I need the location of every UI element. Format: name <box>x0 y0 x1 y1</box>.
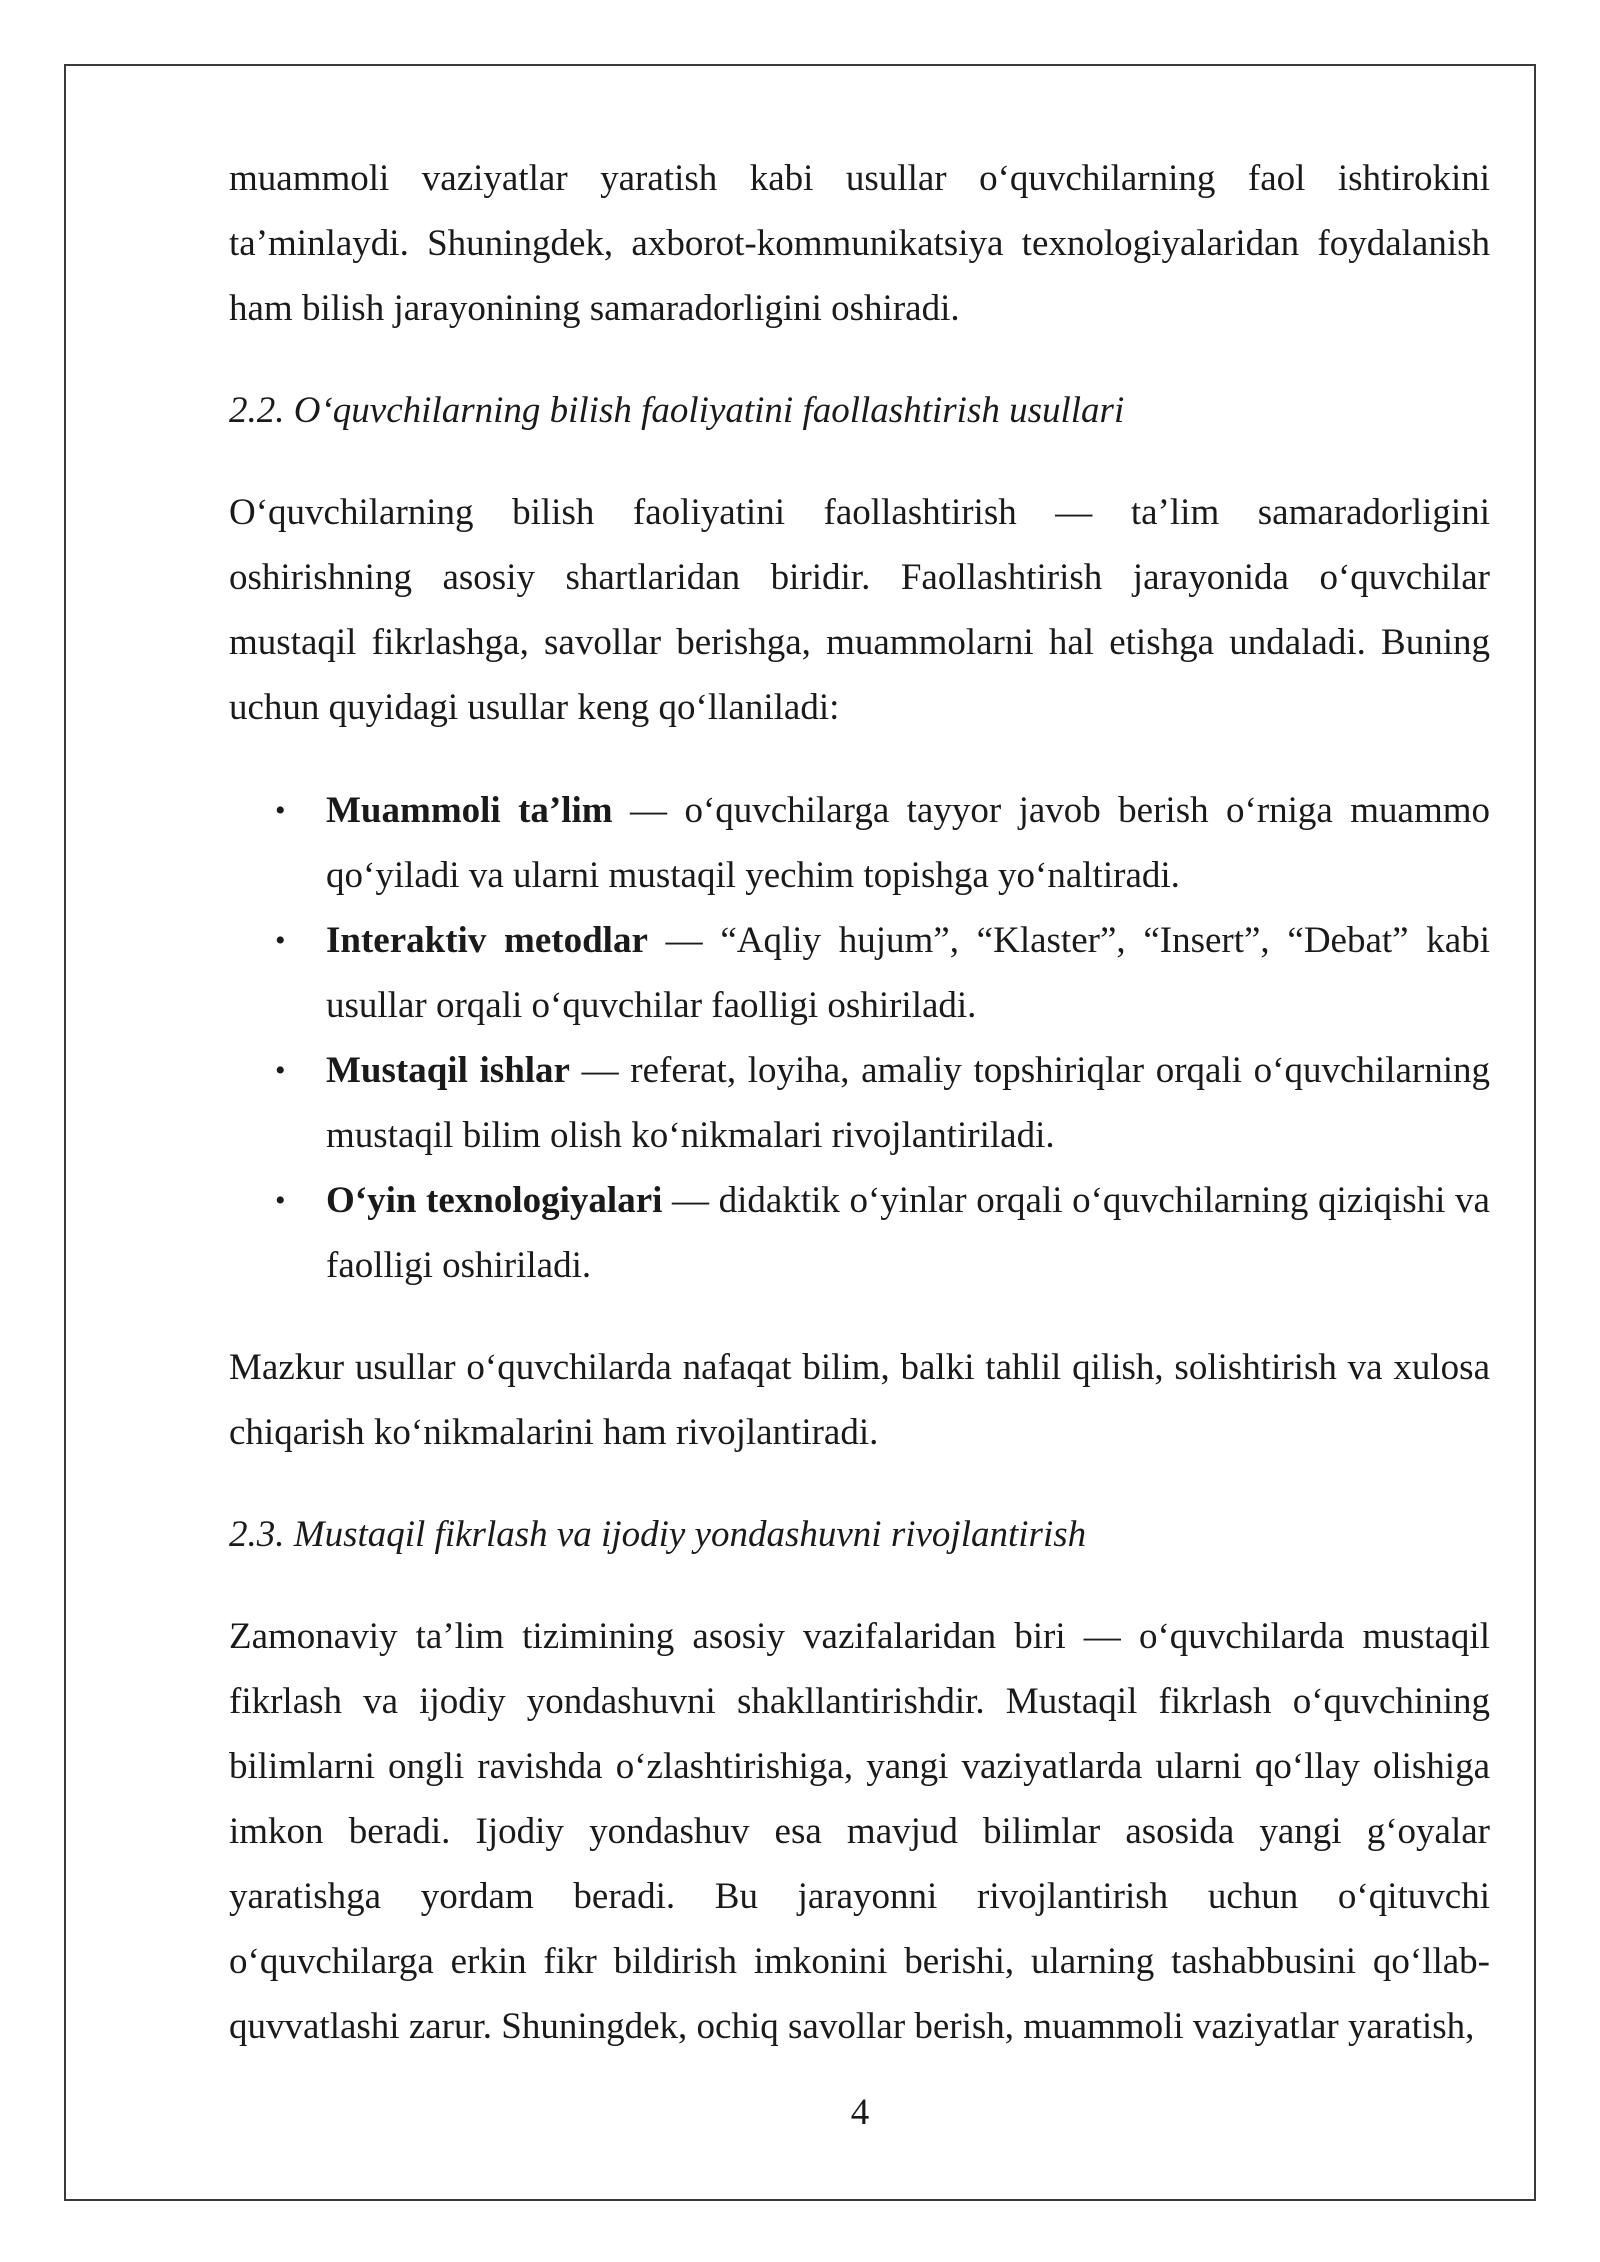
bullet-icon: • <box>275 1054 286 1087</box>
section-heading-2-2: 2.2. O‘quvchilarning bilish faoliyatini faollashtirish usullari <box>229 390 1125 431</box>
method-description: — didaktik o‘yinlar orqali o‘quvchilarning qiziqishi va faolligi oshiriladi. <box>326 1180 1490 1286</box>
paragraph-intro: muammoli vaziyatlar yaratish kabi usullar o‘quvchilarning faol ishtirokini ta’minlaydi. Shuningdek, axborot-kommunikatsiya texnologiyalaridan foydalanish ham bilish jarayonining samaradorligini oshiradi. <box>229 158 1490 329</box>
bullet-icon: • <box>275 794 286 827</box>
section-heading-2-3: 2.3. Mustaqil fikrlash va ijodiy yondashuvni rivojlantirish <box>229 1514 1087 1555</box>
paragraph-summary: Mazkur usullar o‘quvchilarda nafaqat bilim, balki tahlil qilish, solishtirish va xulosa chiqarish ko‘nikmalarini ham rivojlantiradi. <box>229 1347 1490 1453</box>
paragraph-independent-thinking: Zamonaviy ta’lim tizimining asosiy vazifalaridan biri — o‘quvchilarda mustaqil fikrlash va ijodiy yondashuvni shakllantirishdir. Mustaqil fikrlash o‘quvchining bilimlarni ongli ravishda o‘zlashtirishiga, yangi vaziyatlarda ularni qo‘llay olishiga imkon beradi. Ijodiy yondashuv esa mavjud bilimlar asosida yangi g‘oyalar yaratishga yordam beradi. Bu jarayonni rivojlantirish uchun o‘qituvchi o‘quvchilarga erkin fikr bildirish imkonini berishi, ularning tashabbusini qo‘llab-quvvatlashi zarur. Shuningdek, ochiq savollar berish, muammoli vaziyatlar yaratish, <box>229 1616 1490 2047</box>
bullet-icon: • <box>275 1184 286 1217</box>
page-body <box>229 146 1490 2059</box>
page-number: 4 <box>850 2092 870 2133</box>
method-description: — referat, loyiha, amaliy topshiriqlar orqali o‘quvchilarning mustaqil bilim olish ko‘nikmalari rivojlantiriladi. <box>326 1050 1490 1156</box>
bullet-icon: • <box>275 924 286 957</box>
method-term: Muammoli ta’lim <box>326 790 613 831</box>
list-item <box>229 1038 1490 1168</box>
method-term: Interaktiv metodlar <box>326 920 648 961</box>
list-item <box>229 778 1490 908</box>
paragraph-activation: O‘quvchilarning bilish faoliyatini faollashtirish — ta’lim samaradorligini oshirishning asosiy shartlaridan biridir. Faollashtirish jarayonida o‘quvchilar mustaqil fikrlashga, savollar berishga, muammolarni hal etishga undaladi. Buning uchun quyidagi usullar keng qo‘llaniladi: <box>229 492 1490 728</box>
list-item <box>229 908 1490 1038</box>
methods-list <box>229 778 1490 1298</box>
method-term: Mustaqil ishlar <box>326 1050 570 1091</box>
method-description: — “Aqliy hujum”, “Klaster”, “Insert”, “Debat” kabi usullar orqali o‘quvchilar faolligi oshiriladi. <box>326 920 1490 1026</box>
method-description: — o‘quvchilarga tayyor javob berish o‘rniga muammo qo‘yiladi va ularni mustaqil yechim topishga yo‘naltiradi. <box>326 790 1490 896</box>
method-term: O‘yin texnologiyalari <box>326 1180 663 1221</box>
list-item <box>229 1168 1490 1298</box>
